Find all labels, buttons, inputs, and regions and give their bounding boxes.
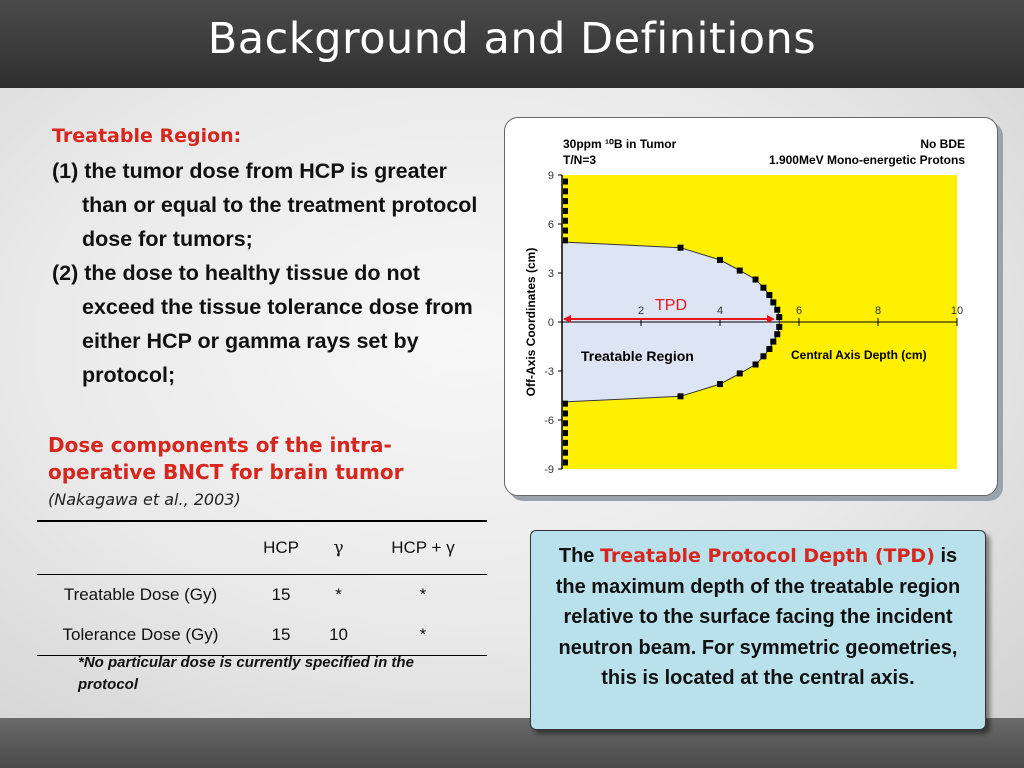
data-point <box>563 188 568 194</box>
x-tick-label: 4 <box>716 305 724 317</box>
treatable-region-label: Treatable Region <box>581 348 694 364</box>
dose-components-heading: Dose components of the intra-operative BNCT for brain tumor <box>48 433 404 484</box>
data-point <box>770 339 776 345</box>
table-cell: 10 <box>318 615 359 656</box>
chart-annotation-top-right-1: No BDE <box>920 137 965 151</box>
data-point <box>678 393 684 399</box>
tpd-body: is the maximum depth of the treatable region relative to the surface facing the incident neutron beam. For symmetric geometries, this is located at the central axis. <box>555 545 961 689</box>
data-point <box>563 440 568 446</box>
x-tick-label: 6 <box>795 305 803 317</box>
tpd-definition-box <box>530 530 986 730</box>
data-point <box>774 307 780 313</box>
data-point <box>766 346 772 352</box>
data-point <box>563 430 568 436</box>
criterion-1: (1) the tumor dose from HCP is greater than or equal to the treatment protocol dose for tumors; <box>52 159 478 251</box>
tpd-label: TPD <box>655 297 687 314</box>
data-point <box>563 228 568 234</box>
data-point <box>717 381 723 387</box>
data-point <box>776 314 782 320</box>
y-tick-label: -3 <box>544 366 554 378</box>
data-point <box>737 370 743 376</box>
header-cell: HCP <box>244 521 318 575</box>
header-cell: HCP + γ <box>359 521 487 575</box>
data-point <box>774 331 780 337</box>
header-cell: γ <box>318 521 359 575</box>
table-cell: 15 <box>271 585 291 604</box>
header-cell <box>37 521 244 575</box>
table-footnote: *No particular dose is currently specified in the protocol <box>78 654 414 693</box>
data-point <box>563 198 568 204</box>
data-point <box>753 361 759 367</box>
data-point <box>760 353 766 359</box>
y-tick-label: -6 <box>544 415 554 427</box>
table-cell: * <box>359 615 487 656</box>
data-point <box>563 410 568 416</box>
data-point <box>776 324 782 330</box>
y-tick-label: 9 <box>547 170 554 182</box>
x-tick-label: 8 <box>874 305 882 317</box>
y-tick-label: 3 <box>547 268 554 280</box>
criterion-2: (2) the dose to healthy tissue do not exceed the tissue tolerance dose from either HCP or gamma rays set by protocol; <box>52 261 473 387</box>
y-tick-label: -9 <box>544 464 554 476</box>
table-cell: * <box>335 585 342 604</box>
treatable-region-heading: Treatable Region: <box>52 125 242 147</box>
slide-title: Background and Definitions <box>207 14 817 64</box>
data-point <box>737 268 743 274</box>
data-point <box>717 257 723 263</box>
data-point <box>563 237 568 243</box>
table-row <box>37 575 487 616</box>
tpd-chart-frame <box>504 117 998 496</box>
x-axis-label: Central Axis Depth (cm) <box>791 348 927 362</box>
citation: (Nakagawa et al., 2003) <box>48 490 241 509</box>
table-header-row <box>37 521 487 575</box>
dose-table <box>37 520 487 656</box>
table-cell: 15 <box>244 615 318 656</box>
x-tick-label: 2 <box>637 305 645 317</box>
data-point <box>760 285 766 291</box>
chart-annotation-top-left-2: T/N=3 <box>563 153 597 167</box>
tpd-prefix: The <box>558 545 595 567</box>
x-tick-label: 10 <box>950 305 964 317</box>
data-point <box>563 420 568 426</box>
data-point <box>753 277 759 283</box>
chart-annotation-top-right-2: 1.900MeV Mono-energetic Protons <box>768 153 965 167</box>
row-label: Tolerance Dose (Gy) <box>37 615 244 656</box>
title-bar <box>0 0 1024 88</box>
row-label: Treatable Dose (Gy) <box>63 585 218 604</box>
data-point <box>563 401 568 407</box>
tpd-chart <box>505 118 997 495</box>
treatable-region-criteria <box>52 154 492 392</box>
data-point <box>563 179 568 185</box>
tpd-term: Treatable Protocol Depth (TPD) <box>599 545 935 567</box>
table-cell: * <box>419 585 427 604</box>
data-point <box>766 292 772 298</box>
data-point <box>770 299 776 305</box>
y-axis-label: Off-Axis Coordinates (cm) <box>524 247 538 397</box>
data-point <box>678 245 684 251</box>
data-point <box>563 450 568 456</box>
y-tick-label: 6 <box>547 219 554 231</box>
y-tick-label: 0 <box>547 317 554 329</box>
chart-annotation-top-left-1: 30ppm ¹⁰B in Tumor <box>563 137 677 151</box>
data-point <box>563 218 568 224</box>
table-row <box>37 615 487 656</box>
data-point <box>563 459 568 465</box>
data-point <box>563 208 568 214</box>
